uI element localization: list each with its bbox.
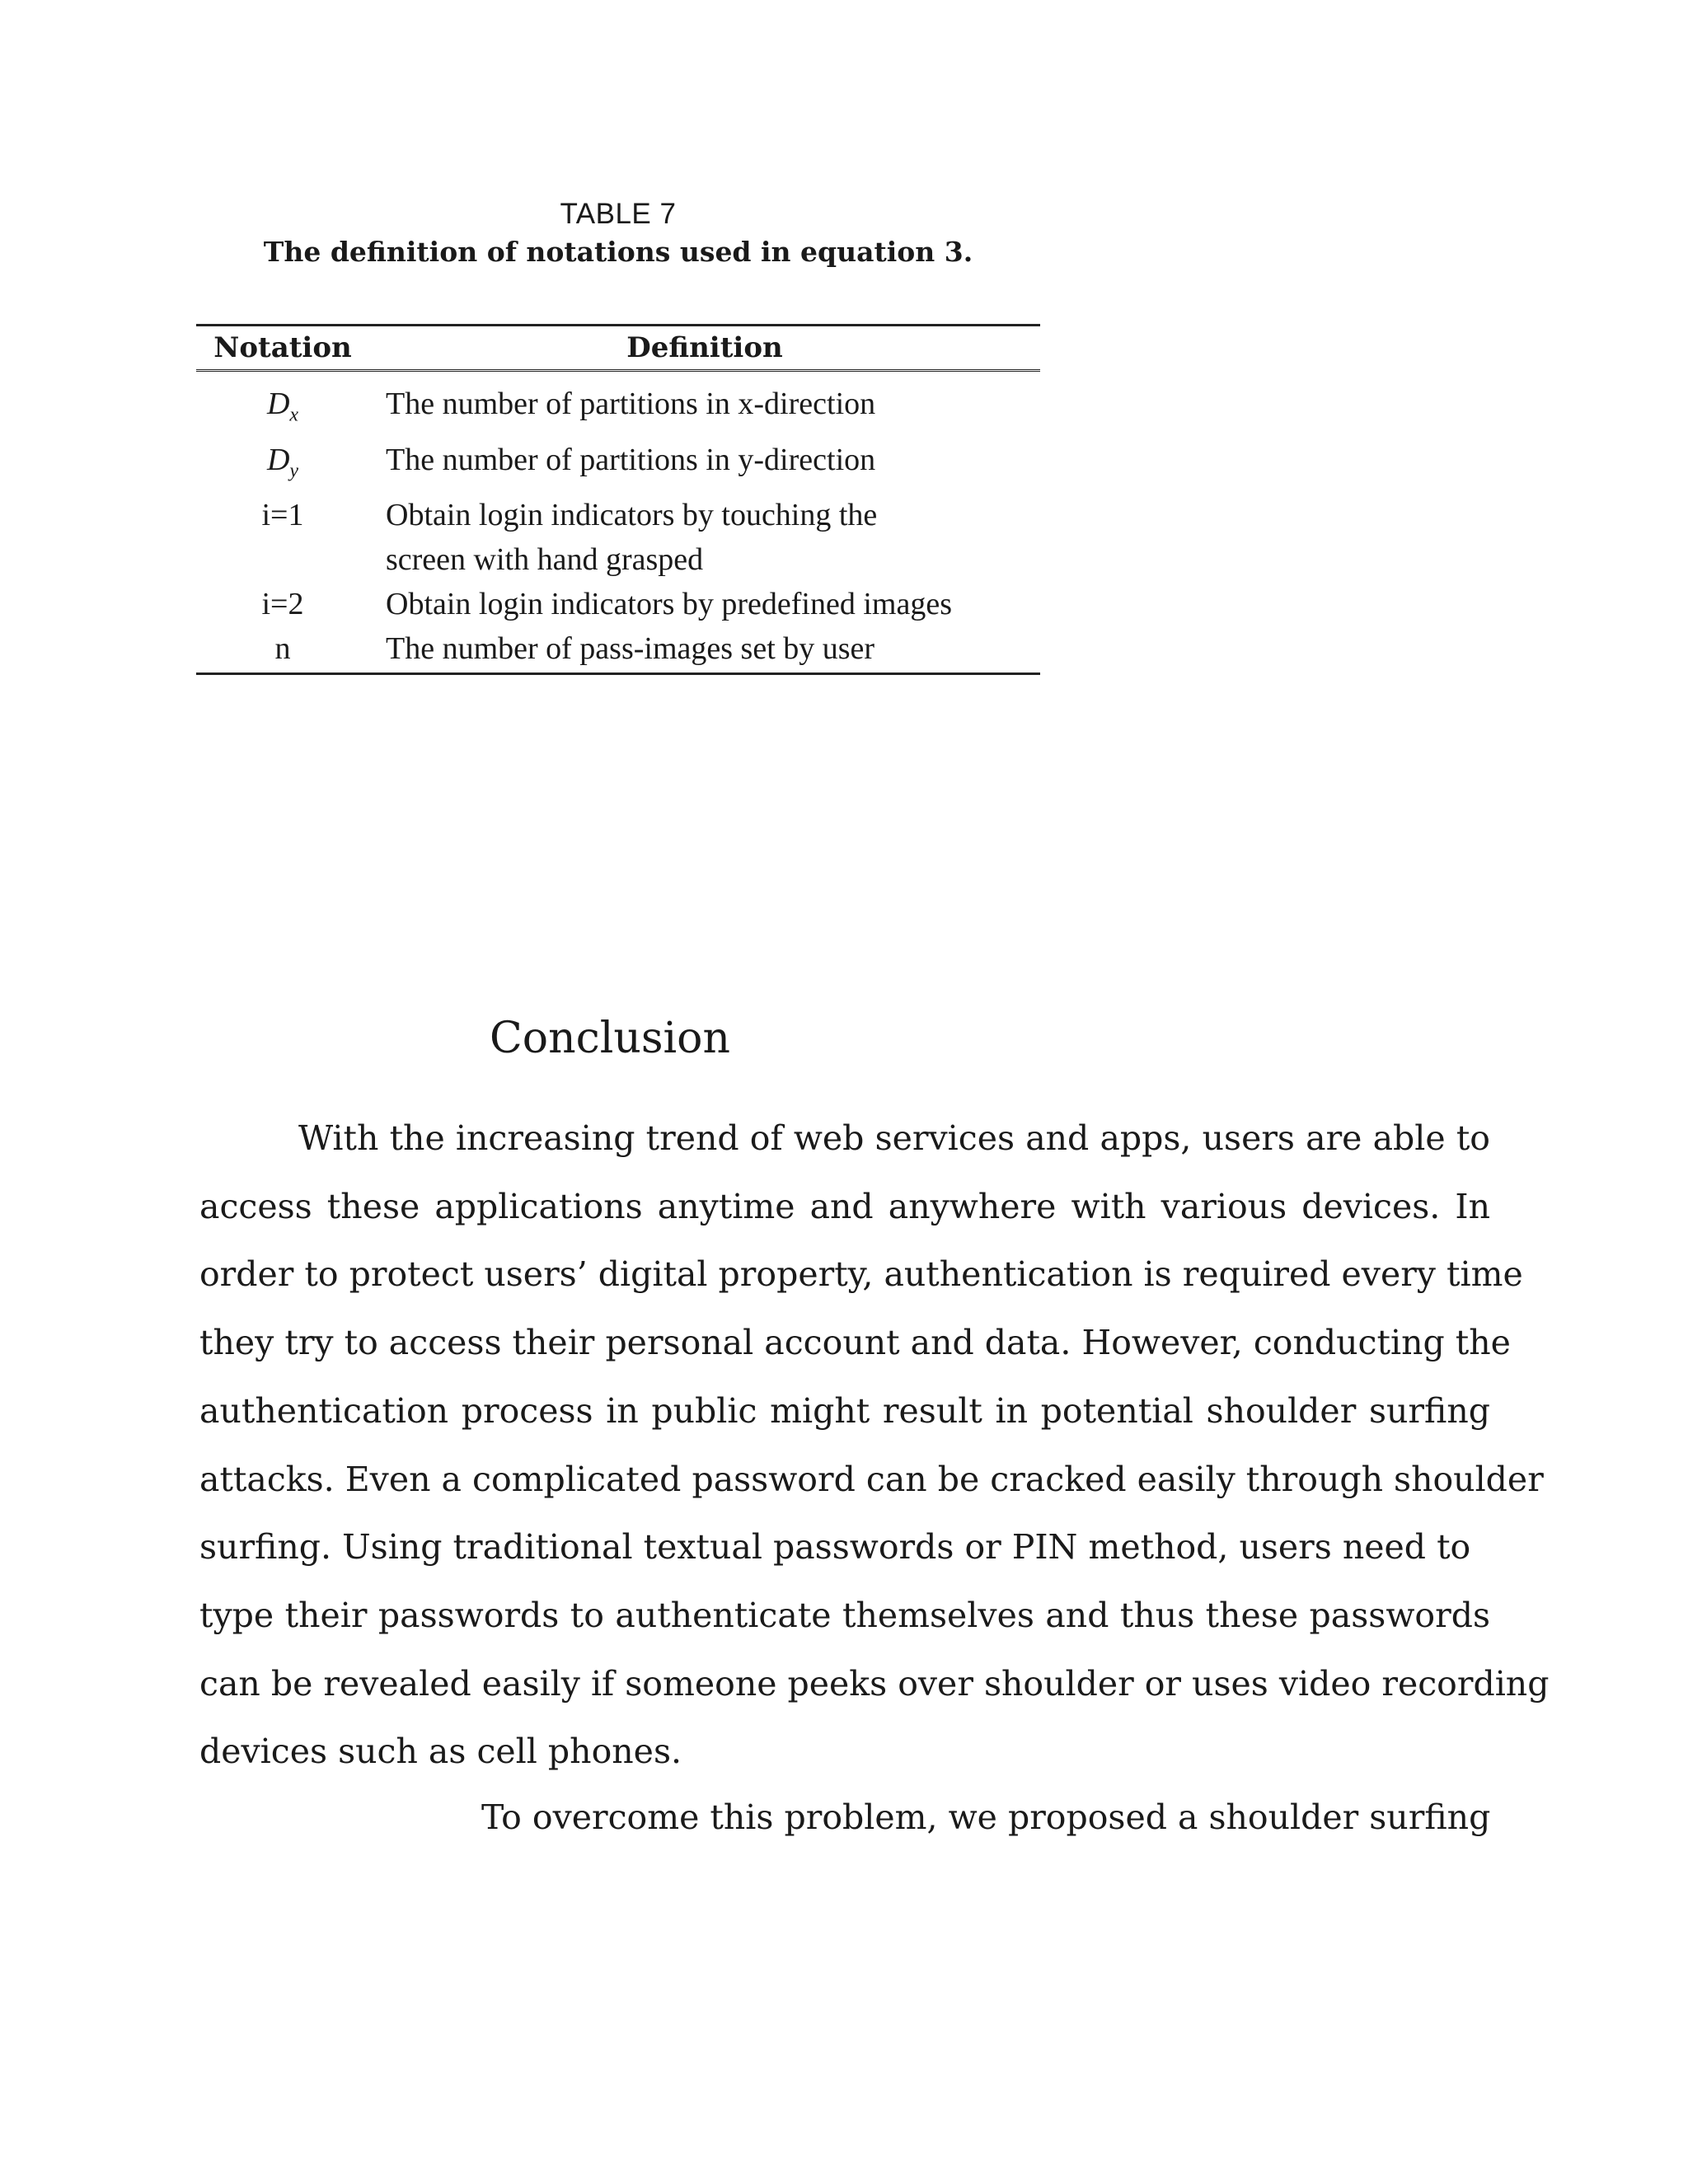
paragraph-line: they try to access their personal account and data. However, conducting the — [199, 1323, 1511, 1363]
header-definition: Definition — [369, 326, 1040, 371]
notation-cell: $D_y$ — [266, 442, 299, 482]
definition-cell: Obtain login indicators by touching the screen with hand grasped — [386, 498, 878, 578]
definition-cell: The number of partitions in x-direction — [386, 387, 876, 421]
table-row — [196, 582, 1040, 626]
definition-cell: The number of partitions in y-direction — [386, 442, 876, 477]
table-caption: The definition of notations used in equation 3. — [263, 236, 973, 268]
paragraph-line: With the increasing trend of web services and apps, users are able to — [298, 1118, 1490, 1158]
notation-table — [196, 324, 1040, 675]
table-label: TABLE 7 — [560, 198, 677, 230]
table-row — [196, 493, 1040, 582]
table-row — [196, 626, 1040, 674]
table-row — [196, 371, 1040, 438]
paragraph-line: devices such as cell phones. — [199, 1732, 682, 1772]
header-notation: Notation — [196, 326, 369, 371]
paragraph-line: type their passwords to authenticate themselves and thus these passwords — [199, 1595, 1490, 1635]
paragraph-line: authentication process in public might result in potential shoulder surfing — [199, 1390, 1490, 1431]
conclusion-paragraph — [199, 1104, 1550, 1786]
paragraph-line: attacks. Even a complicated password can be cracked easily through shoulder — [199, 1459, 1544, 1499]
section-heading: Conclusion — [490, 1014, 730, 1063]
table-header-row — [196, 326, 1040, 371]
notation-cell: i=2 — [261, 587, 304, 622]
notation-cell: $D_x$ — [266, 387, 299, 426]
paragraph-line: access these applications anytime and anywhere with various devices. In — [199, 1186, 1490, 1226]
table-row — [196, 438, 1040, 494]
definition-cell: The number of pass-images set by user — [369, 626, 1040, 674]
notation-cell: i=1 — [261, 498, 304, 533]
paragraph-line: surfing. Using traditional textual passwords or PIN method, users need to — [199, 1527, 1471, 1568]
definition-cell: Obtain login indicators by predefined images — [386, 587, 952, 622]
paragraph-line: can be revealed easily if someone peeks over shoulder or uses video recording — [199, 1663, 1550, 1704]
second-paragraph: To overcome this problem, we proposed a shoulder surfing — [481, 1797, 1491, 1837]
notation-cell: n — [196, 626, 369, 674]
paragraph-line: order to protect users’ digital property, authentication is required every time — [199, 1254, 1523, 1295]
